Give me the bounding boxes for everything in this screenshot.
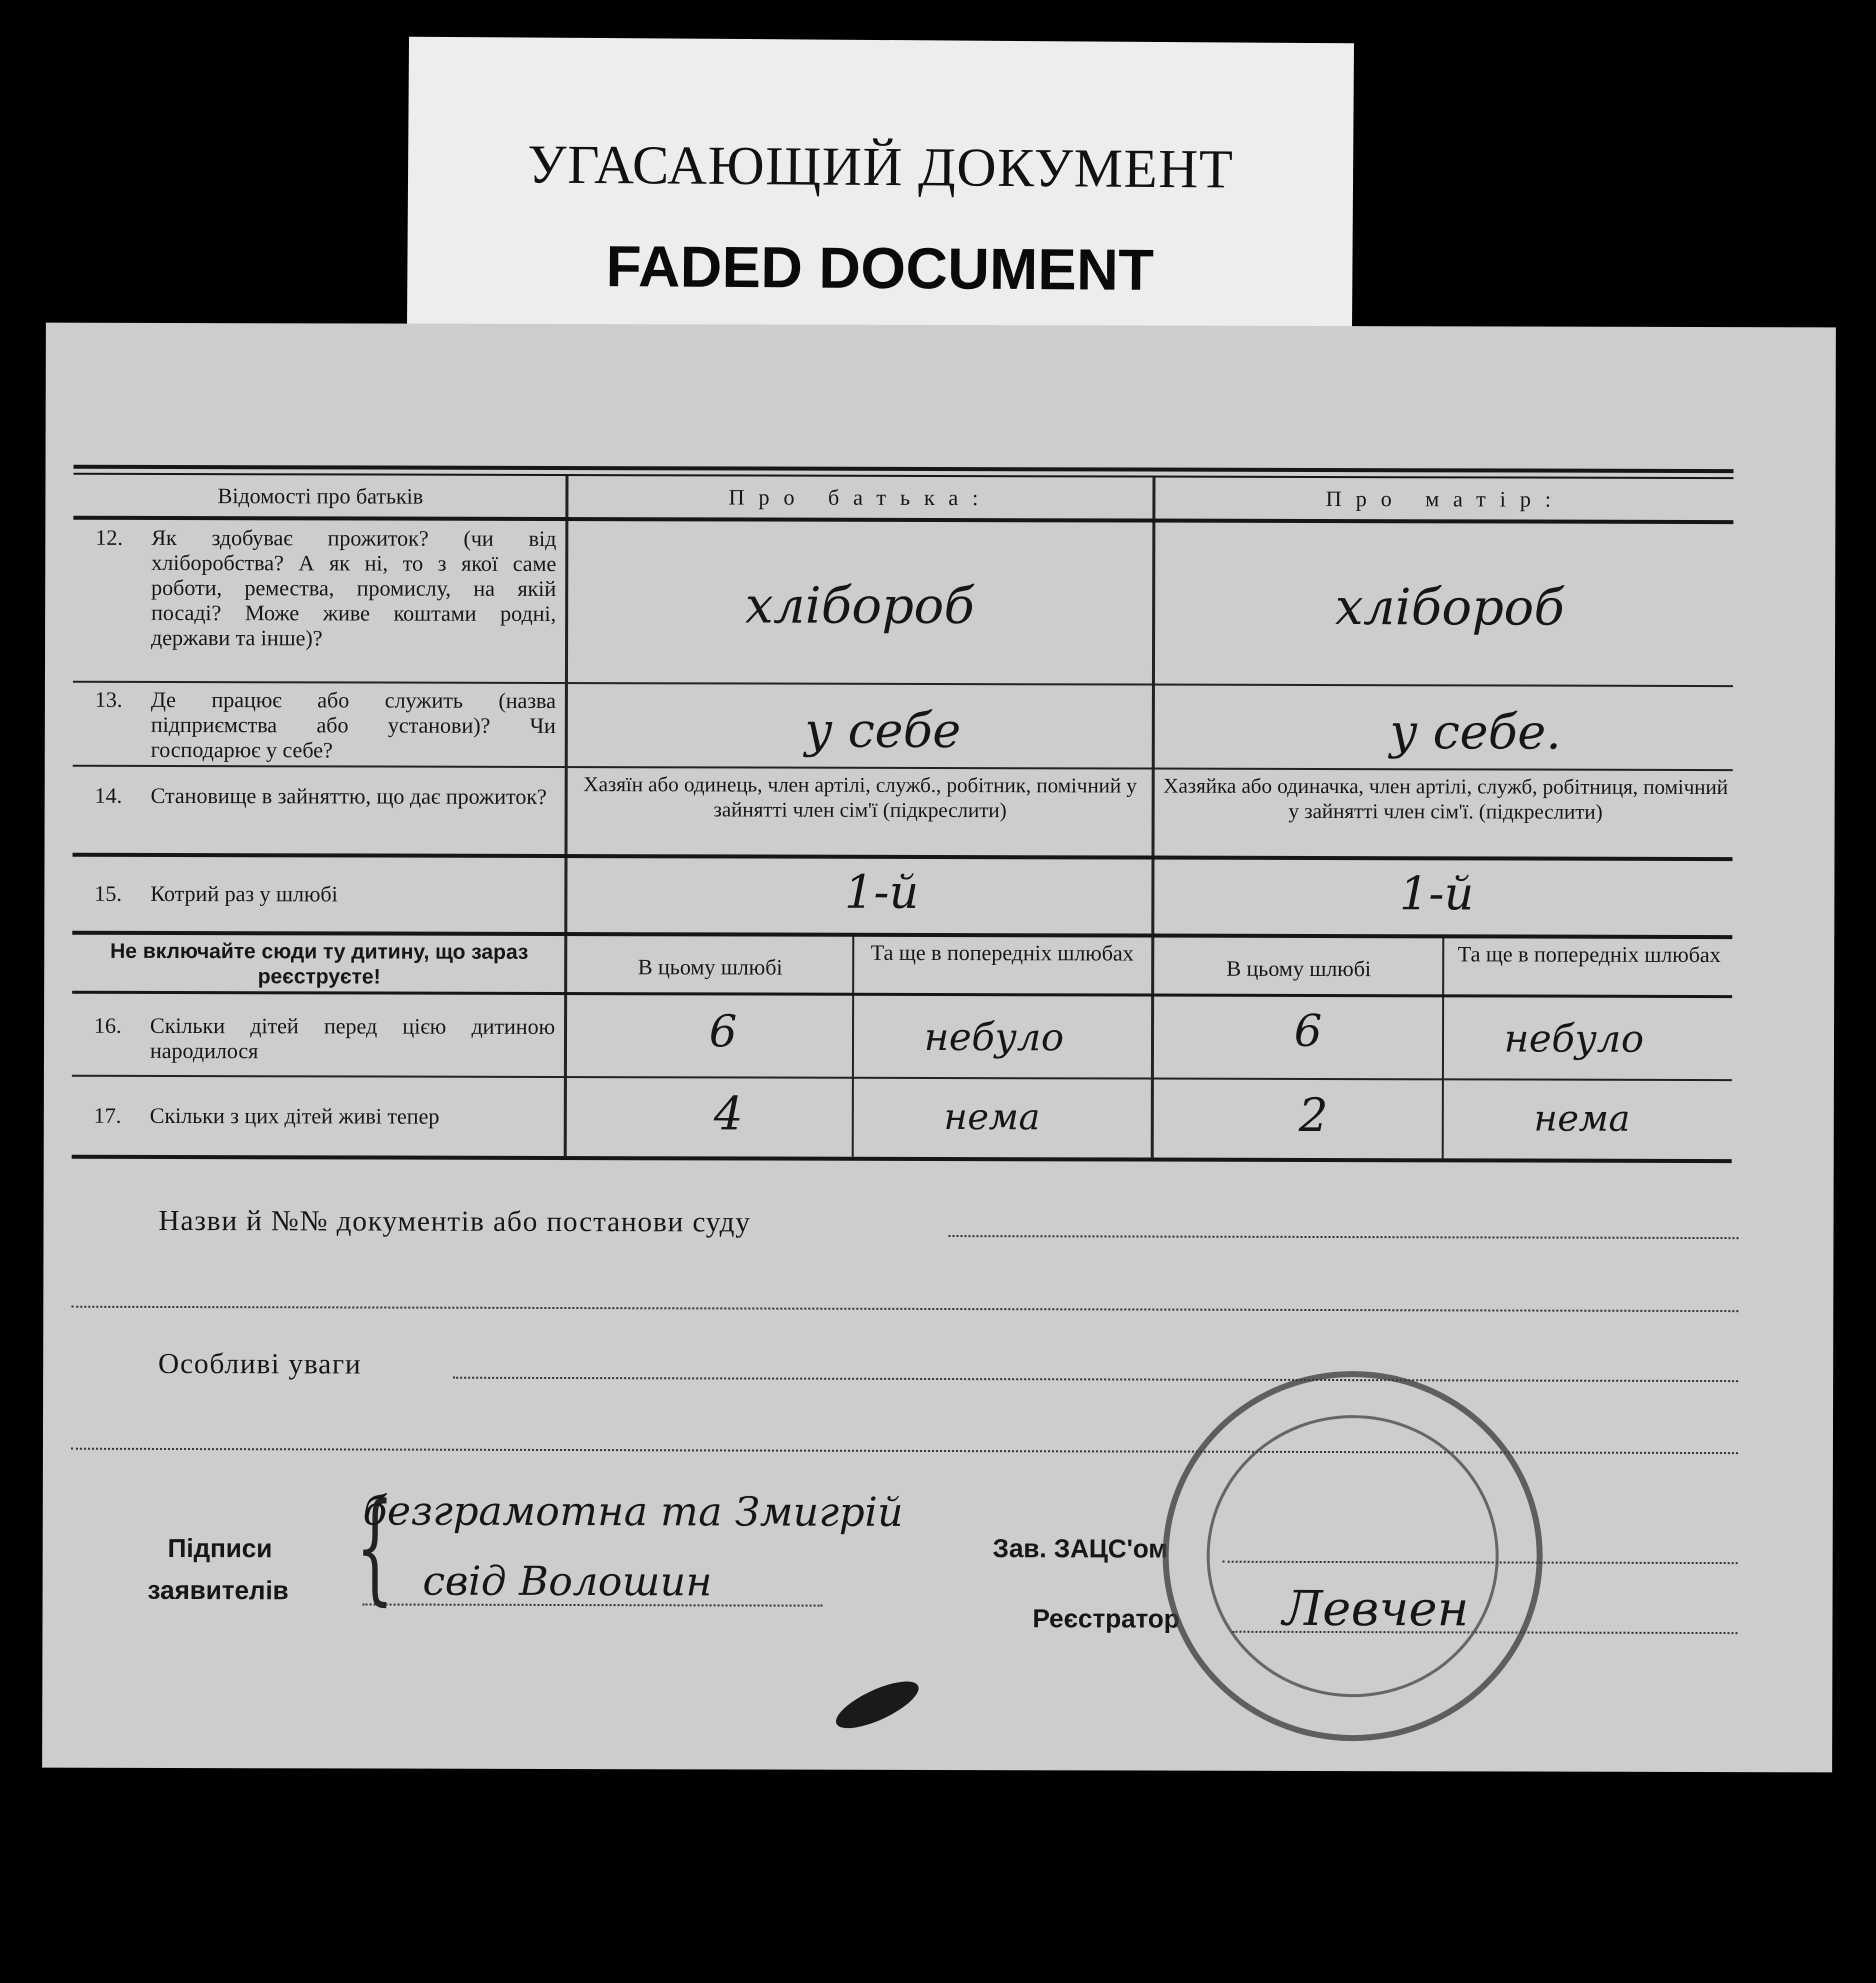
official-round-seal: [1162, 1371, 1543, 1742]
signatures-label-line1: Підписи: [167, 1532, 273, 1564]
table-bottom-rule: [72, 1155, 1732, 1163]
father-previous-marriages-header: Та ще в попередніх шлюбах: [870, 939, 1134, 966]
row13-father-value: у себе: [804, 702, 961, 760]
row17-mother-this-value: 2: [1298, 1087, 1329, 1143]
row13-bottom-line: [73, 765, 1733, 771]
registration-form-page: [42, 323, 1836, 1773]
banner-title-en: FADED DOCUMENT: [605, 234, 1155, 303]
col-divider-mother-sub: [1442, 936, 1445, 1158]
row15-mother-value: 1-й: [1399, 866, 1474, 921]
remarks-label: Особливі уваги: [158, 1347, 362, 1381]
row17-father-this-value: 4: [713, 1086, 744, 1141]
applicant-signature-line: [363, 1603, 823, 1606]
header-bottom-rule: [73, 516, 1733, 524]
registrar-label: Реєстратор: [1032, 1603, 1180, 1634]
row16-mother-previous-value: небуло: [1503, 1016, 1644, 1061]
row13-label: Де працює або служить (назва підприємства або установи)? Чи господарює у себе?: [150, 686, 556, 763]
applicant-signature-line1: безграмотна та Змигрій: [362, 1488, 904, 1536]
row14-bottom-rule: [72, 853, 1732, 861]
row16-label: Скільки дітей перед цією дитиною народилося: [149, 1012, 556, 1064]
row16-number: 16.: [94, 1012, 122, 1038]
row12-number: 12.: [95, 524, 123, 550]
row12-label: Як здобуває прожиток? (чи від хліборобства? А як ні, то з якої саме роботи, ремества, промислу, на якій посаді? Може живе коштами родні, держави та інше)?: [151, 524, 557, 651]
row15-label: Котрий раз у шлюбі: [150, 880, 338, 907]
row17-number: 17.: [93, 1102, 122, 1128]
table-top-rule-thin: [73, 473, 1733, 479]
header-mother: Про матір:: [1325, 486, 1566, 512]
row13-number: 13.: [94, 686, 123, 712]
row14-label: Становище в зайняттю, що дає прожиток?: [150, 782, 547, 809]
table-top-rule: [74, 465, 1734, 473]
row16-father-this-value: 6: [708, 1006, 738, 1058]
col-divider-1: [564, 476, 569, 1156]
row15-bottom-rule: [72, 931, 1732, 939]
zags-head-label: Зав. ЗАЦС'ом: [992, 1533, 1168, 1564]
header-father: Про батька:: [728, 484, 993, 511]
banner-title-ru: УГАСАЮЩИЙ ДОКУМЕНТ: [527, 133, 1234, 200]
row15-number: 15.: [94, 880, 122, 906]
row16-mother-this-value: 6: [1293, 1005, 1323, 1058]
signatures-label-line2: заявителів: [147, 1574, 289, 1606]
documents-label: Назви й №№ документів або постанови суду: [158, 1204, 751, 1239]
row17-mother-previous-value: нема: [1533, 1098, 1631, 1140]
faded-document-banner: [407, 37, 1354, 334]
row15-father-value: 1-й: [844, 864, 919, 919]
row13-mother-value: у себе.: [1389, 704, 1562, 761]
registrar-signature: Левчен: [1282, 1580, 1469, 1638]
mother-previous-marriages-header: Та ще в попередніх шлюбах: [1457, 941, 1721, 968]
remarks-dotted-line: [453, 1377, 1738, 1382]
signatures-brace-icon: {: [355, 1478, 395, 1618]
seal-inner-ring: [1206, 1415, 1499, 1698]
row12-bottom-line: [73, 681, 1733, 687]
row16-father-previous-value: небуло: [923, 1014, 1064, 1060]
ink-blot: [830, 1672, 924, 1737]
documents-dotted-line: [949, 1235, 1739, 1239]
col-divider-2: [1151, 478, 1156, 1158]
header-info-parents: Відомості про батьків: [217, 483, 424, 509]
row12-mother-value: хлібороб: [1335, 578, 1565, 637]
row14-father-options: Хазяїн або одинець, член артілі, служб., робітник, помічний у зайнятті член сім'ї (підкреслити): [583, 772, 1137, 823]
documents-dotted-line-2: [71, 1306, 1738, 1312]
mother-this-marriage-header: В цьому шлюбі: [1226, 955, 1372, 982]
row14-number: 14.: [94, 782, 123, 808]
subheader-bottom-rule: [72, 991, 1732, 998]
applicant-signature-line2: свід Волошин: [422, 1558, 713, 1606]
row17-label: Скільки з цих дітей живі тепер: [149, 1102, 440, 1129]
row17-father-previous-value: нема: [943, 1097, 1041, 1139]
exclude-child-note: Не включайте сюди ту дитину, що зараз реєструєте!: [110, 939, 529, 989]
row14-mother-options: Хазяйка або одиначка, член артілі, служб, робітниця, помічний у зайнятті член сім'ї. (підкреслити): [1163, 773, 1729, 824]
row12-father-value: хлібороб: [745, 576, 975, 636]
col-divider-father-sub: [852, 935, 855, 1157]
father-this-marriage-header: В цьому шлюбі: [637, 954, 783, 980]
row16-bottom-line: [72, 1075, 1732, 1081]
